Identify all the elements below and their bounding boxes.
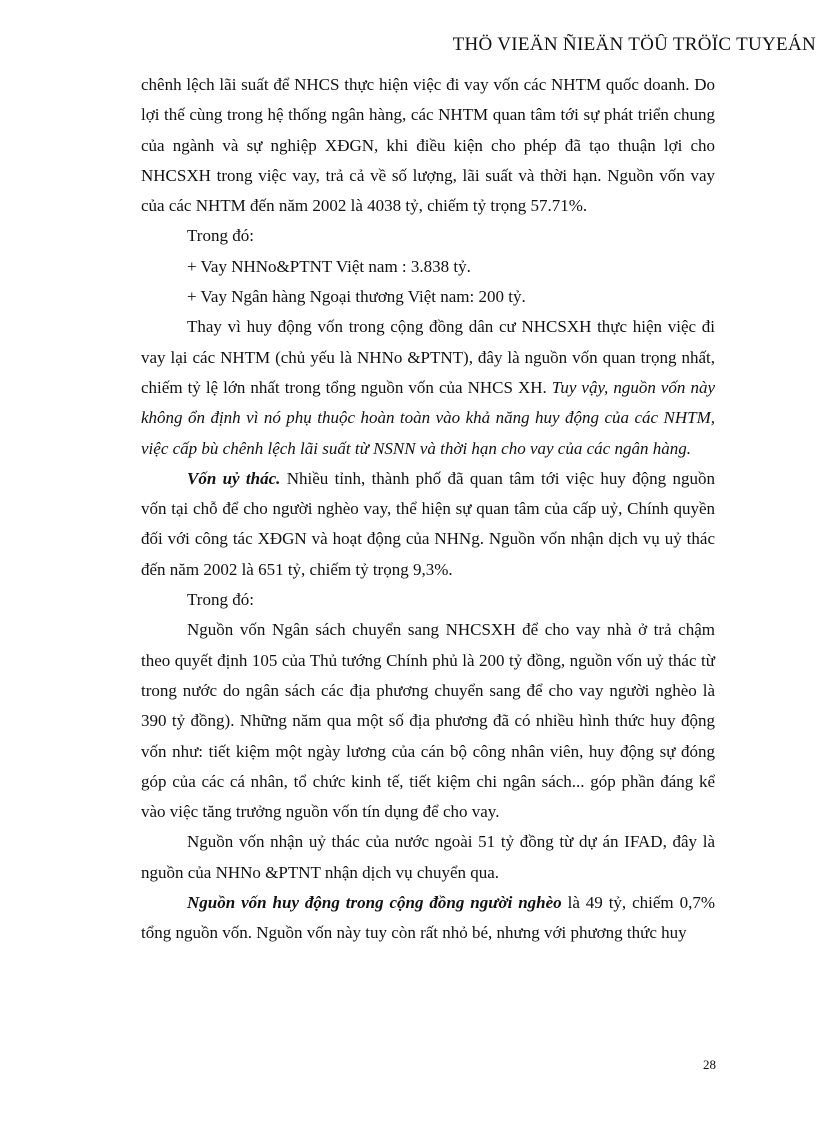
p5-text: Thay vì huy động vốn trong cộng đồng dân cư NHCSXH thực hiện việc đi vay lại các NHTM (chủ yếu là NHNo &PTNT), đây là nguồn vốn quan trọng nhất, chiếm tỷ lệ lớn nhất trong tổng nguồn vốn của NHCS XH. (141, 317, 715, 397)
paragraph-8 (141, 615, 715, 827)
p10-heading: Nguồn vốn huy động trong cộng đồng người nghèo (187, 893, 562, 913)
p3-text: + Vay NHNo&PTNT Việt nam : 3.838 tỷ. (187, 256, 471, 276)
paragraph-4 (141, 282, 715, 312)
body-text (141, 70, 715, 949)
paragraph-10 (141, 888, 715, 949)
page-number: 28 (703, 1057, 716, 1072)
paragraph-1 (141, 70, 715, 221)
paragraph-2 (141, 221, 715, 251)
paragraph-3 (141, 252, 715, 282)
p7-text: Trong đó: (187, 590, 254, 610)
p1-text: chênh lệch lãi suất để NHCS thực hiện việc đi vay vốn các NHTM quốc doanh. Do lợi thế cùng trong hệ thống ngân hàng, các NHTM quan tâm tới sự phát triển chung của ngành và sự nghiệp XĐGN, khi điều kiện cho phép đã tạo thuận lợi cho NHCSXH trong việc vay, trả cả về số lượng, lãi suất và thời hạn. Nguồn vốn vay của các NHTM đến năm 2002 là 4038 tỷ, chiếm tỷ trọng 57.71%. (141, 75, 715, 216)
paragraph-6 (141, 464, 715, 585)
p4-text: + Vay Ngân hàng Ngoại thương Việt nam: 200 tỷ. (187, 287, 526, 307)
paragraph-7 (141, 585, 715, 615)
p8-text: Nguồn vốn Ngân sách chuyển sang NHCSXH để cho vay nhà ở trả chậm theo quyết định 105 của Thủ tướng Chính phủ là 200 tỷ đồng, nguồn vốn uỷ thác từ trong nước do ngân sách các địa phương chuyển sang để cho vay người nghèo là 390 tỷ đồng). Những năm qua một số địa phương đã có nhiều hình thức huy động vốn như: tiết kiệm một ngày lương của cán bộ công nhân viên, huy động sự đóng góp của các cá nhân, tổ chức kinh tế, tiết kiệm chi ngân sách... góp phần đáng kể vào việc tăng trưởng nguồn vốn tín dụng để cho vay. (141, 620, 715, 822)
p9-text: Nguồn vốn nhận uỷ thác của nước ngoài 51 tỷ đồng từ dự án IFAD, đây là nguồn của NHNo &PTNT nhận dịch vụ chuyển qua. (141, 832, 715, 882)
p6-heading: Vốn uỷ thác. (187, 468, 281, 488)
paragraph-5 (141, 312, 715, 463)
paragraph-9 (141, 827, 715, 888)
running-header: THÖ VIEÄN ÑIEÄN TÖÛ TRÖÏC TUYEÁN (452, 34, 816, 55)
p6-text: Nhiều tỉnh, thành phố đã quan tâm tới việc huy động nguồn vốn tại chỗ để cho người nghèo vay, thể hiện sự quan tâm của cấp uỷ, Chính quyền đối với công tác XĐGN và hoạt động của NHNg. Nguồn vốn nhận dịch vụ uỷ thác đến năm 2002 là 651 tỷ, chiếm tỷ trọng 9,3%. (141, 468, 715, 579)
p10-text: là 49 tỷ, chiếm 0,7% tổng nguồn vốn. Nguồn vốn này tuy còn rất nhỏ bé, nhưng với phương thức huy (141, 893, 715, 943)
p5-italic-text: Tuy vậy, nguồn vốn này không ổn định vì nó phụ thuộc hoàn toàn vào khả năng huy động của các NHTM, việc cấp bù chênh lệch lãi suất từ NSNN và thời hạn cho vay của các ngân hàng. (141, 377, 715, 458)
p2-text: Trong đó: (187, 226, 254, 246)
